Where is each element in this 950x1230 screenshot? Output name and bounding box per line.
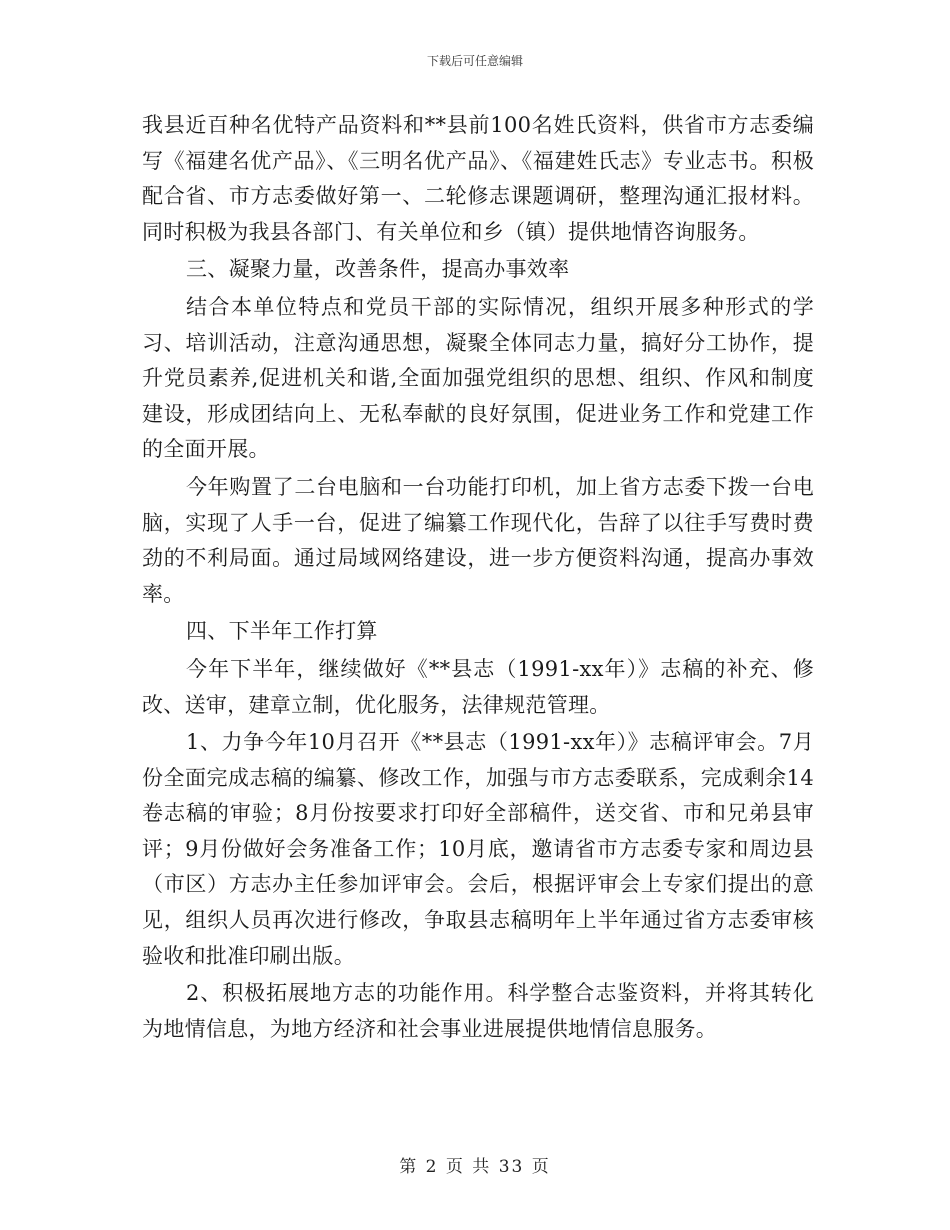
paragraph: 结合本单位特点和党员干部的实际情况，组织开展多种形式的学习、培训活动，注意沟通思想，凝聚全体同志力量，搞好分工协作，提升党员素养,促进机关和谐,全面加强党组织的思想、组织、作风和制度建设，形成团结向上、无私奉献的良好氛围，促进业务工作和党建工作的全面开展。 (142, 294, 814, 462)
section-heading-3: 三、凝聚力量，改善条件，提高办事效率 (186, 257, 570, 282)
paragraph: 今年购置了二台电脑和一台功能打印机，加上省方志委下拨一台电脑，实现了人手一台，促进了编纂工作现代化，告辞了以往手写费时费劲的不利局面。通过局域网络建设，进一步方便资料沟通，提高办事效率。 (142, 474, 814, 606)
page-header: 下载后可任意编辑 (426, 54, 523, 68)
page-footer: 第 2 页 共 33 页 (399, 1157, 551, 1177)
paragraph-continued: 我县近百种名优特产品资料和**县前100名姓氏资料，供省市方志委编写《福建名优产品》、《三明名优产品》、《福建姓氏志》专业志书。积极配合省、市方志委做好第一、二轮修志课题调研，整理沟通汇报材料。同时积极为我县各部门、有关单位和乡（镇）提供地情咨询服务。 (142, 113, 814, 244)
section-heading-4: 四、下半年工作打算 (186, 619, 378, 644)
list-item-2: 2、积极拓展地方志的功能作用。科学整合志鉴资料，并将其转化为地情信息，为地方经济和社会事业进展提供地情信息服务。 (142, 981, 814, 1041)
document-body (142, 108, 814, 1047)
list-item-1: 1、力争今年10月召开《**县志（1991-xx年）》志稿评审会。7月份全面完成志稿的编纂、修改工作，加强与市方志委联系，完成剩余14卷志稿的审验；8月份按要求打印好全部稿件，送交省、市和兄弟县审评；9月份做好会务准备工作；10月底，邀请省市方志委专家和周边县（市区）方志办主任参加评审会。会后，根据评审会上专家们提出的意见，组织人员再次进行修改，争取县志稿明年上半年通过省方志委审核验收和批准印刷出版。 (142, 730, 814, 968)
paragraph: 今年下半年，继续做好《**县志（1991-xx年）》志稿的补充、修改、送审，建章立制，优化服务，法律规范管理。 (142, 656, 814, 717)
